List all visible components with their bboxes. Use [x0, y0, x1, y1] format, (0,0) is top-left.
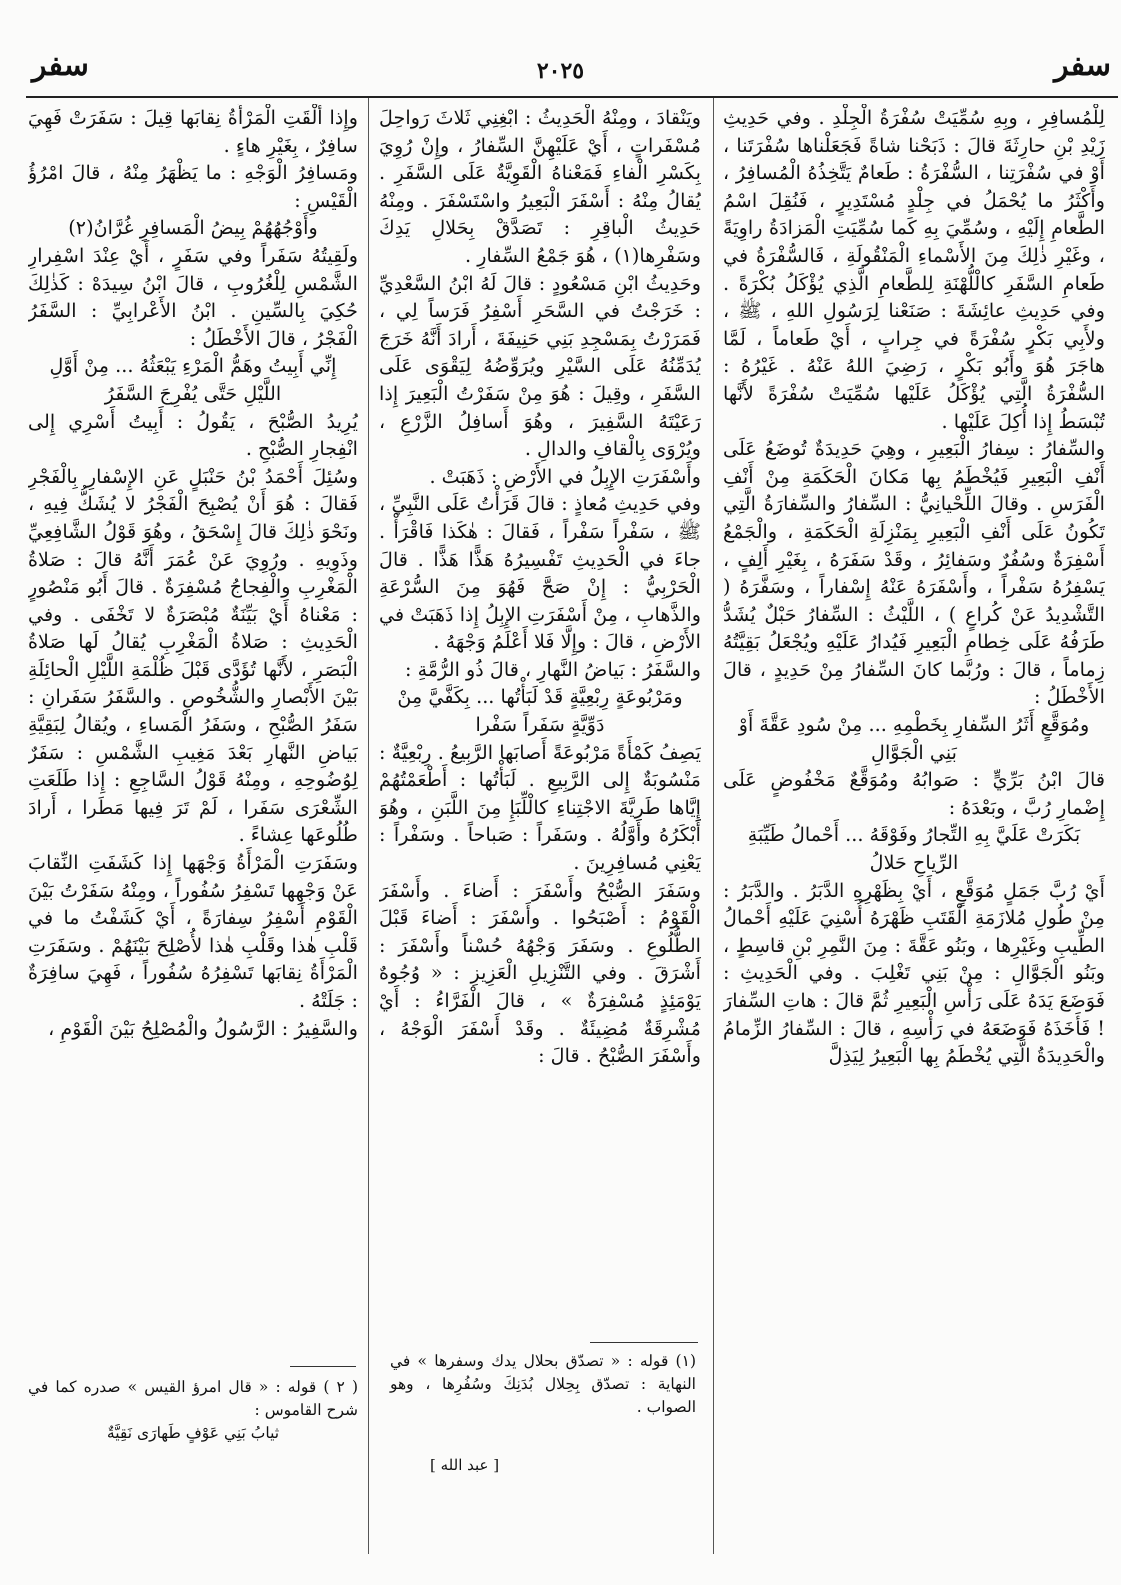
- paragraph: وأَسْفَرَتِ الإِبِلُ في الأَرْضِ : ذَهَبَتْ .: [429, 464, 701, 488]
- column-divider-left: [368, 98, 369, 1554]
- editor-signature: [ عبد الله ]: [430, 1456, 500, 1474]
- running-head-left: سفر: [32, 48, 89, 83]
- paragraph: وحَدِيثُ ابْنِ مَسْعُودٍ : قالَ لَهُ ابْنُ السَّعْدِيِّ : خَرَجْتُ في السَّحَرِ أَسْفِرُ فَرَساً لِي ، فَمَرَرْتُ بِمَسْجِدِ بَنِي حَنِيفَةَ ، أَرادَ أَنَّهُ خَرَجَ يُدَمِّنُهُ عَلَى السَّيْرِ ويُرَوِّضُهُ لِيَقْوَى عَلَى السَّفَرِ ، وقِيلَ : هُوَ مِنْ سَفَرْتُ الْبَعِيرَ إِذا رَعَيْتَهُ السَّفِيرَ ، وهُوَ أَسافِلُ الزَّرْعِ ، ويُرْوَى بِالْقافِ والدالِ .: [379, 271, 701, 461]
- paragraph: أَيْ رُبَّ جَمَلٍ مُوَقَّعٍ ، أَيْ بِظَهْرِهِ الدَّبَرُ . والدَّبَرُ : مِنْ طُولِ مُلازَمَةِ الْقَتَبِ ظَهْرَهُ أُسْنِيَ عَلَيْهِ أَحْمالُ الطِّيبِ وغَيْرِها ، وبَنُو عَقَّةَ : مِنَ النَّمِرِ بْنِ قاسِطٍ ، وبَنُو الْجَوَّالِ : مِنْ بَنِي تَغْلِبَ . وفي الْحَدِيثِ : فَوَضَعَ يَدَهُ عَلَى رَأْسِ الْبَعِيرِ ثُمَّ قالَ : هاتِ السِّفارَ ! فَأَخَذَهُ فَوَضَعَهُ في رَأْسِهِ ، قالَ : السِّفارُ الزِّمامُ والْحَدِيدَةُ الَّتِي يُخْطَمُ بِها الْبَعِيرُ لِيَذِلَّ: [723, 878, 1105, 1068]
- page-number: ٢٠٢٥: [536, 58, 585, 84]
- footnote-rule-left: [290, 1366, 356, 1367]
- footnote-rule-middle: [590, 1342, 698, 1343]
- paragraph: يَصِفُ كَمْأَةً مَرْبُوعَةً أَصابَها الرَّبِيعُ . رِبْعِيَّةٌ : مَنْسُوبَةٌ إِلى الرَّبِيعِ . لَبَأْتُها : أَطْعَمْتُهُمْ إِيَّاها طَرِيَّةَ الاجْتِناءِ كالْلِّبَإِ مِنَ اللَّبَنِ ، وهُوَ أَبْكَرُهُ وأَوَّلُهُ . وسَفَراً : صَباحاً . وسَفْراً : يَعْنِي مُسافِرِينَ .: [379, 740, 701, 875]
- paragraph: (١) قوله : « تصدّق بحلال يدك وسفرها » في النهاية : تصدّق بِحِلال بُدَنِكَ وسُفُرِها ، وهو الصواب .: [390, 1352, 696, 1416]
- paragraph: وسَفَرَتِ الْمَرْأَةُ وَجْهَها إِذا كَشَفَتِ النِّقابَ عَنْ وَجْهِها تَسْفِرُ سُفُوراً ، ومِنْهُ سَفَرْتُ بَيْنَ الْقَوْمِ أَسْفِرُ سِفارَةً ، أَيْ كَشَفْتُ ما في قَلْبِ هٰذا وقَلْبِ هٰذا لأُصْلِحَ بَيْنَهُمْ . وسَفَرَتِ الْمَرْأَةُ نِقابَها تَسْفِرُهُ سُفُوراً ، فَهِيَ سافِرَةٌ : جَلَتْهُ .: [28, 851, 358, 1012]
- paragraph: ويَنْقادَ ، ومِنْهُ الْحَدِيثُ : ابْغِنِي ثَلاثَ رَواحِلَ مُسْفَراتٍ ، أَيْ عَلَيْهِنَّ السِّفارُ ، وإِنْ رُوِيَ بِكَسْرِ الْفاءِ فَمَعْناهُ الْقَوِيَّةُ عَلَى السَّفَرِ . يُقالُ مِنْهُ : أَسْفَرَ الْبَعِيرُ واسْتَسْفَرَ . ومِنْهُ حَدِيثُ الْباقِرِ : تَصَدَّقْ بِحَلالِ يَدِكَ وسَفْرِها(١) ، هُوَ جَمْعُ السِّفارِ .: [379, 106, 701, 267]
- column-left: [28, 104, 358, 1264]
- paragraph: وسَفَرَ الصُّبْحُ وأَسْفَرَ : أَضاءَ . وأَسْفَرَ الْقَوْمُ : أَصْبَحُوا . وأَسْفَرَ : أَضاءَ قَبْلَ الطُّلُوعِ . وسَفَرَ وَجْهُهُ حُسْناً وأَسْفَرَ : أَشْرَقَ . وفي التَّنْزِيلِ الْعَزِيزِ : « وُجُوهٌ يَوْمَئِذٍ مُسْفِرَةٌ » ، قالَ الْفَرَّاءُ : أَيْ مُشْرِقَةٌ مُضِيئَةٌ . وقَدْ أَسْفَرَ الْوَجْهُ ، وأَسْفَرَ الصُّبْحُ . قالَ :: [379, 878, 701, 1068]
- verse-line: وأَوْجُهُهُمْ بِيضُ الْمَسافِرِ غُرَّانُ(٢): [68, 216, 318, 240]
- paragraph: والسَّفَرُ : بَياضُ النَّهارِ ، قالَ ذُو الرُّمَّةِ :: [405, 657, 701, 681]
- paragraph: يُرِيدُ الصُّبْحَ ، يَقُولُ : أَبِيتُ أَسْرِي إِلى انْفِجارِ الصُّبْحِ .: [28, 409, 358, 461]
- paragraph: ولَقِيتُهُ سَفَراً وفي سَفَرٍ ، أَيْ عِنْدَ اسْفِرارِ الشَّمْسِ لِلْغُرُوبِ ، قالَ ابْنُ سِيدَهْ : كَذٰلِكَ حُكِيَ بِالسِّينِ . ابْنُ الأَعْرابِيِّ : السَّفَرُ الْفَجْرُ ، قالَ الأَخْطَلُ :: [28, 243, 358, 350]
- verse-line: ومَرْبُوعَةٍ رِبْعِيَّةٍ قَدْ لَبَأْتُها ... بِكَفَّيَّ مِنْ دَوِّيَّةٍ سَفَراً سَفْرا: [397, 685, 683, 737]
- running-head-right: سفر: [1054, 48, 1111, 83]
- verse-line: ثيابُ بَنِي عَوْفٍ طَهارَى نَقِيَّةٌ: [106, 1424, 280, 1442]
- paragraph: وفي حَدِيثِ مُعاذٍ : قالَ قَرَأْتُ عَلَى النَّبِيِّ ، ﷺ ، سَفْراً سَفْراً ، فَقالَ : هٰكَذا فَاقْرَأْ . جاءَ في الْحَدِيثِ تَفْسِيرُهُ هَذًّا هَذًّا . قالَ الْحَرْبِيُّ : إِنْ صَحَّ فَهُوَ مِنَ السُّرْعَةِ والذَّهابِ ، مِنْ أَسْفَرَتِ الإِبِلُ إِذا ذَهَبَتْ في الأَرْضِ ، قالَ : وإِلَّا فَلا أَعْلَمُ وَجْهَهُ .: [379, 492, 701, 654]
- paragraph: والسَّفِيرُ : الرَّسُولُ والْمُصْلِحُ بَيْنَ الْقَوْمِ ،: [48, 1016, 358, 1040]
- paragraph: وإِذا أَلْقَتِ الْمَرْأَةُ نِقابَها قِيلَ : سَفَرَتْ فَهِيَ سافِرٌ ، بِغَيْرِ هاءٍ .: [28, 106, 358, 157]
- footnote-middle: [390, 1350, 696, 1419]
- column-middle: [379, 104, 701, 1334]
- header-rule: [26, 96, 1118, 98]
- paragraph: ( ٢ ) قوله : « قال امرؤ القيس » صدره كما في شرح القاموس :: [28, 1378, 358, 1419]
- verse-line: إِنِّي أَبِيتُ وهَمُّ الْمَرْءِ يَبْعَثُهُ ... مِنْ أَوَّلِ اللَّيْلِ حَتَّى يُفْرِجَ السَّفَرُ: [49, 354, 337, 405]
- paragraph: لِلْمُسافِرِ ، وبِهِ سُمِّيَتْ سُفْرَةُ الْجِلْدِ . وفي حَدِيثِ زَيْدِ بْنِ حارِثَةَ قالَ : ذَبَحْنا شاةً فَجَعَلْناها سُفْرَتَنا ، أَوْ في سُفْرَتِنا ، السُّفْرَةُ : طَعامٌ يَتَّخِذُهُ الْمُسافِرُ ، وأَكْثَرُ ما يُحْمَلُ في جِلْدٍ مُسْتَدِيرٍ ، فَنُقِلَ اسْمُ الطَّعامِ إِلَيْهِ ، وسُمِّيَ بِهِ كَما سُمِّيَتِ الْمَزادَةُ راوِيَةً ، وغَيْرِ ذٰلِكَ مِنَ الأَسْماءِ الْمَنْقُولَةِ ، فَالسُّفْرَةُ في طَعامِ السَّفَرِ كالْلُّهْنَةِ لِلطَّعامِ الَّذِي يُؤْكَلُ بُكْرَةً . وفي حَدِيثِ عائِشَةَ : صَنَعْنا لِرَسُولِ اللهِ ، ﷺ ، ولأَبِي بَكْرٍ سُفْرَةً في جِرابٍ ، أَيْ طَعاماً ، لَمَّا هاجَرَ هُوَ وأَبُو بَكْرٍ ، رَضِيَ اللهُ عَنْهُ . غَيْرُهُ : السُّفْرَةُ الَّتِي يُؤْكَلُ عَلَيْها سُمِّيَتْ سُفْرَةً لأَنَّها تُبْسَطُ إِذا أُكِلَ عَلَيْها .: [723, 106, 1105, 433]
- paragraph: ومَسافِرُ الْوَجْهِ : ما يَظْهَرُ مِنْهُ ، قالَ امْرُؤُ الْقَيْسِ :: [28, 161, 358, 212]
- paragraph: والسِّفارُ : سِفارُ الْبَعِيرِ ، وهِيَ حَدِيدَةٌ تُوضَعُ عَلَى أَنْفِ الْبَعِيرِ فَيُخْطَمُ بِها مَكانَ الْحَكَمَةِ مِنْ أَنْفِ الْفَرَسِ . وقالَ اللِّحْيانِيُّ : السِّفارُ والسِّفارَةُ الَّتِي تَكُونُ عَلَى أَنْفِ الْبَعِيرِ بِمَنْزِلَةِ الْحَكَمَةِ ، والْجَمْعُ أَسْفِرَةٌ وسُفُرٌ وسَفائِرُ ، وقَدْ سَفَرَهُ ، بِغَيْرِ أَلِفٍ ، يَسْفِرُهُ سَفْراً ، وأَسْفَرَهُ عَنْهُ إِسْفاراً ، وسَفَّرَهُ ( التَّشْدِيدُ عَنْ كُراعٍ ) ، اللَّيْثُ : السِّفارُ حَبْلٌ يُشَدُّ طَرَفُهُ عَلَى خِطامِ الْبَعِيرِ فَيُدارُ عَلَيْهِ ويُجْعَلُ بَقِيَّتُهُ زِماماً ، قالَ : ورُبَّما كانَ السِّفارُ مِنْ حَدِيدٍ ، قالَ الأَخْطَلُ :: [723, 437, 1105, 709]
- paragraph: قالَ ابْنُ بَرِّيٍّ : صَوابُهُ ومُوَقَّعٌ مَخْفُوضٍ عَلَى إِضْمارِ رُبَّ ، وبَعْدَهُ :: [723, 768, 1105, 819]
- column-divider-right: [713, 98, 714, 1554]
- verse-line: بَكَرَتْ عَلَيَّ بِهِ التِّجارُ وفَوْقَهُ ... أَحْمالُ طَيِّبَةِ الرِّياحِ حَلالُ: [747, 823, 1081, 875]
- verse-line: ومُوَقَّعٍ أَثَرُ السِّفارِ بِخَطْمِهِ ... مِنْ سُودِ عَقَّةَ أَوْ بَنِي الْجَوَّالِ: [738, 713, 1090, 764]
- column-right: [723, 104, 1105, 1554]
- paragraph: وسُئِلَ أَحْمَدُ بْنُ حَنْبَلٍ عَنِ الإِسْفارِ بِالْفَجْرِ فَقالَ : هُوَ أَنْ يُصْبِحَ الْفَجْرُ لا يُشَكُّ فِيهِ ، ونَحْوَ ذٰلِكَ قالَ إِسْحَقُ ، وهُوَ قَوْلُ الشَّافِعِيِّ وذَوِيهِ . ورُوِيَ عَنْ عُمَرَ أَنَّهُ قالَ : صَلاةُ الْمَغْرِبِ والْفِجاجُ مُسْفِرَةٌ . قالَ أَبُو مَنْصُورٍ : مَعْناهُ أَيْ بَيِّنَةٌ مُبْصَرَةٌ لا تَخْفَى . وفي الْحَدِيثِ : صَلاةُ الْمَغْرِبِ يُقالُ لَها صَلاةُ الْبَصَرِ ، لأَنَّها تُؤَدَّى قَبْلَ ظُلْمَةِ اللَّيْلِ الْحائِلَةِ بَيْنَ الأَبْصارِ والشُّخُوصِ . والسَّفَرُ سَفَرانِ : سَفَرُ الصُّبْحِ ، وسَفَرُ الْمَساءِ ، ويُقالُ لِبَقِيَّةِ بَياضِ النَّهارِ بَعْدَ مَغِيبِ الشَّمْسِ : سَفَرٌ لِوُضُوحِهِ ، ومِنْهُ قَوْلُ السَّاجِعِ : إِذا طَلَعَتِ الشِّعْرَى سَفَرا ، لَمْ تَرَ فِيها مَطَرا ، أَرادَ طُلُوعَها عِشاءً .: [28, 464, 358, 847]
- footnote-left: [28, 1376, 358, 1445]
